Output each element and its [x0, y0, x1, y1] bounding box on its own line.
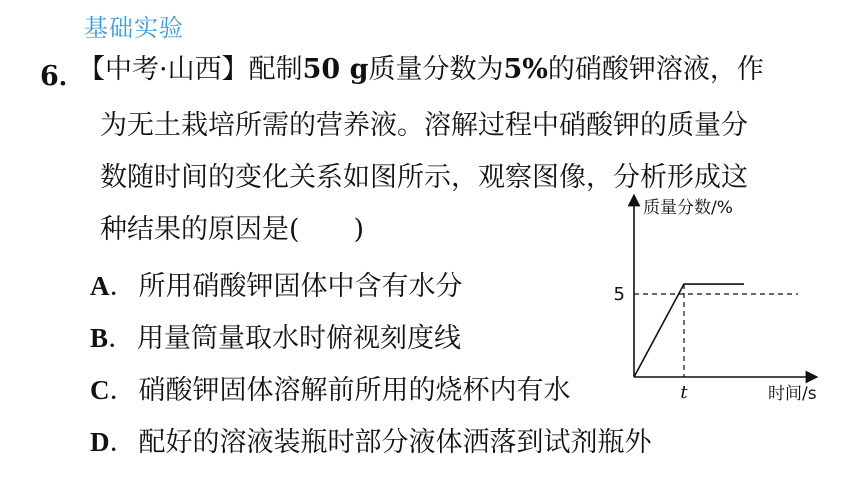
option-a[interactable]: A．所用硝酸钾固体中含有水分	[90, 271, 463, 302]
x-axis-label: 时间/s	[768, 384, 817, 404]
question-line-2: 为无土栽培所需的营养液。溶解过程中硝酸钾的质量分	[100, 110, 748, 141]
question-number: 6．	[40, 61, 86, 92]
x-tick-label: t	[680, 382, 688, 403]
percent-value: 5%	[503, 54, 548, 85]
question-line-3: 数随时间的变化关系如图所示，观察图像，分析形成这	[100, 162, 748, 193]
option-text: 用量筒量取水时俯视刻度线	[137, 323, 462, 354]
question-line-1	[78, 52, 764, 88]
option-b[interactable]: B．用量筒量取水时俯视刻度线	[90, 323, 462, 354]
question-line-4: 种结果的原因是( )	[100, 214, 365, 245]
option-text: 硝酸钾固体溶解前所用的烧杯内有水	[138, 375, 571, 406]
option-d[interactable]: D．配好的溶液装瓶时部分液体洒落到试剂瓶外	[90, 427, 652, 458]
question-text: 【中考·山西】配制	[78, 54, 303, 85]
option-letter: C	[90, 375, 110, 405]
question-text: 的硝酸钾溶液，作	[547, 54, 764, 85]
question-text: 质量分数为	[368, 54, 504, 85]
section-title: 基础实验	[84, 14, 184, 42]
option-c[interactable]: C．硝酸钾固体溶解前所用的烧杯内有水	[90, 375, 571, 406]
option-text: 配好的溶液装瓶时部分液体洒落到试剂瓶外	[138, 427, 652, 458]
option-letter: B	[90, 323, 109, 353]
y-axis-label: 质量分数/%	[643, 198, 733, 218]
option-letter: D	[90, 427, 110, 457]
y-tick-label: 5	[613, 284, 625, 305]
option-text: 所用硝酸钾固体中含有水分	[138, 271, 463, 302]
mass-value: 50 g	[302, 54, 369, 85]
option-letter: A	[90, 271, 110, 301]
series-line	[634, 284, 744, 377]
